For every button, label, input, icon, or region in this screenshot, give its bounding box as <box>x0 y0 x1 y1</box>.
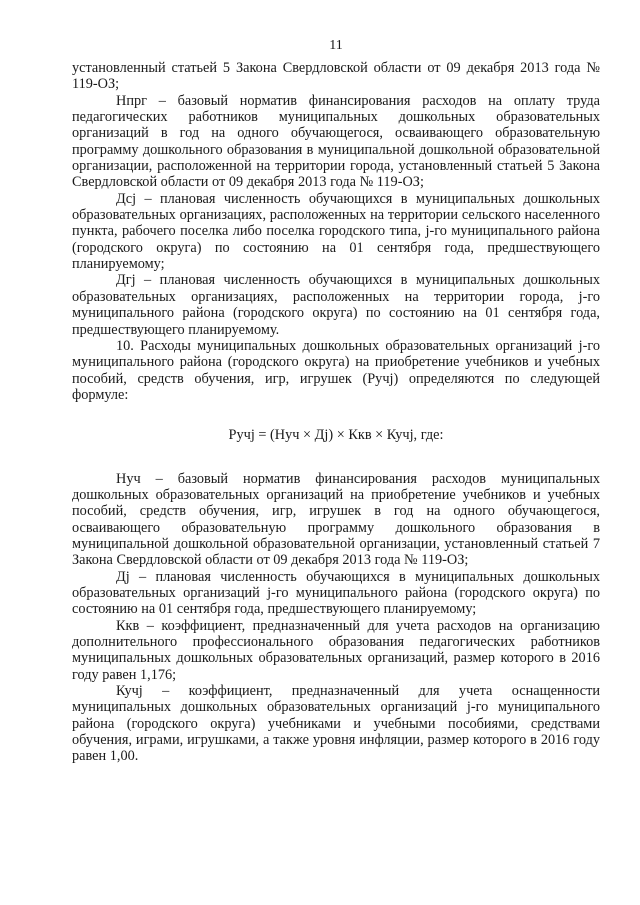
paragraph-definition-nprg: Нпрг – базовый норматив финансирования расходов на оплату труда педагогических работников муниципальных дошкольных образовательных организаций в год на одного обучающегося, осваивающего образовательную программу дошкольного образования в муниципальной дошкольной образовательной организации, расположенной на территории города, установленный статьей 5 Закона Свердловской области от 09 декабря 2013 года № 119-ОЗ; <box>72 92 600 191</box>
document-body <box>72 60 600 765</box>
formula: Ручj = (Нуч × Дj) × Ккв × Кучj, где: <box>228 427 444 444</box>
paragraph-definition-nuch: Нуч – базовый норматив финансирования расходов муниципальных дошкольных образовательных организаций на приобретение учебников и учебных пособий, средств обучения, игр, игрушек в год на одного обучающегося, осваивающего образовательную программу дошкольного образования в муниципальной дошкольной образовательной организации, установленный статьей 7 Закона Свердловской области от 09 декабря 2013 года № 119-ОЗ; <box>72 470 600 569</box>
paragraph-continuation: установленный статьей 5 Закона Свердловской области от 09 декабря 2013 года № 119-ОЗ; <box>72 60 600 93</box>
paragraph-definition-kkv: Ккв – коэффициент, предназначенный для учета расходов на организацию дополнительного профессионального образования педагогических работников муниципальных дошкольных образовательных организаций, размер которого в 2016 году равен 1,176; <box>72 617 600 683</box>
paragraph-definition-kuchj: Кучj – коэффициент, предназначенный для учета оснащенности муниципальных дошкольных образовательных организаций j-го муниципального района (городского округа) учебниками и учебными пособиями, средствами обучения, играми, игрушками, а также уровня инфляции, размер которого в 2016 году равен 1,00. <box>72 683 600 765</box>
paragraph-definition-dgj: Дгj – плановая численность обучающихся в муниципальных дошкольных образовательных организациях, расположенных на территории города, j-го муниципального района (городского округа) по состоянию на 01 сентября года, предшествующего планируемому. <box>72 272 600 338</box>
paragraph-item-10: 10. Расходы муниципальных дошкольных образовательных организаций j-го муниципального района (городского округа) на приобретение учебников и учебных пособий, средств обучения, игр, игрушек (Ручj) определяются по следующей формуле: <box>72 337 600 403</box>
page-number: 11 <box>329 38 343 53</box>
paragraph-definition-dsj: Дсj – плановая численность обучающихся в муниципальных дошкольных образовательных организациях, расположенных на территории сельского населенного пункта, рабочего поселка либо поселка городского типа, j-го муниципального района (городского округа) по состоянию на 01 сентября года, предшествующего планируемому; <box>72 190 600 273</box>
paragraph-definition-dj: Дj – плановая численность обучающихся в муниципальных дошкольных образовательных организаций j-го муниципального района (городского округа) по состоянию на 01 сентября года, предшествующего планируемому; <box>72 568 600 618</box>
